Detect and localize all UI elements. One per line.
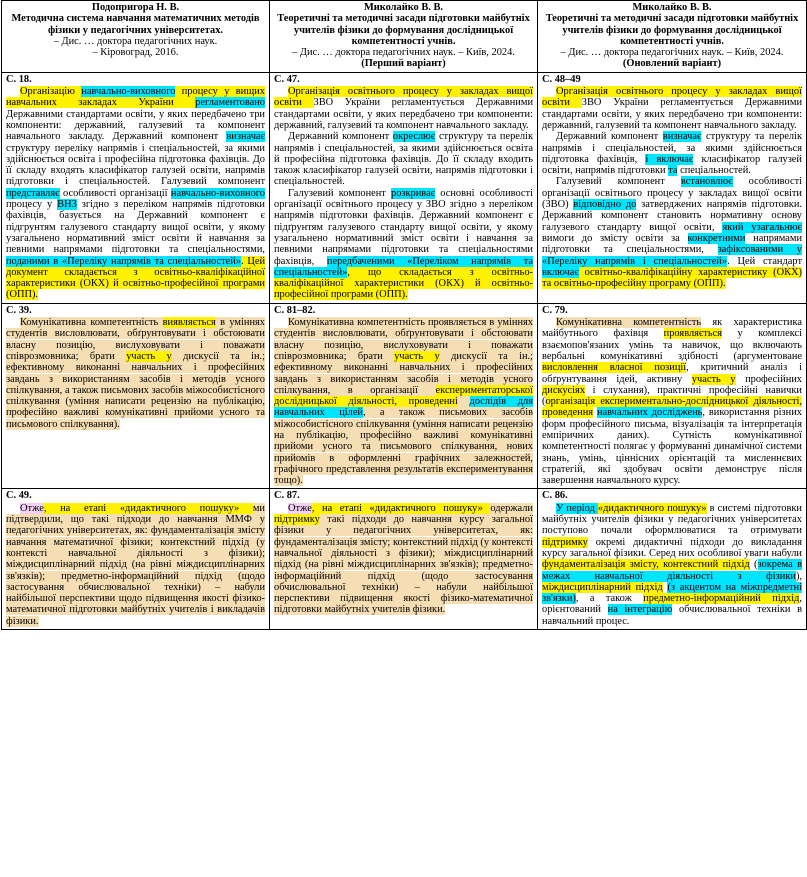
comparison-row <box>2 489 807 630</box>
highlighted-text: Комунікативна компетентність проявляється в уміннях студентів висловлювати, обґрунтовувати і обстоювати власну позицію, вислуховувати і поважати співрозмовника; брати <box>274 317 533 362</box>
highlighted-text: розкриває <box>391 187 436 199</box>
work-type: – Дис. … доктора педагогічних наук. – Київ, 2024. <box>560 47 784 59</box>
page-reference: С. 48–49 <box>542 73 581 85</box>
author-name: Миколайко В. В. <box>632 2 712 13</box>
highlighted-text: дискусії та ін.; ефективному виконанні навчальних і професійних завдань з використанням засобів і методів усного спілкування, а також письмових засобів міжособистісного спілкування (уміння написати рецензію на публікацію, професійно важливі комунікативні прийоми усного та письмового спілкування). <box>6 350 266 430</box>
text-segment: вимоги до змісту освіти за <box>542 232 688 244</box>
page-reference: С. 79. <box>542 304 568 316</box>
text-segment: і слухання), практичні професійні навички ( <box>542 384 802 408</box>
page-reference: С. 18. <box>6 73 32 85</box>
highlighted-text: , на етапі «дидактичного пошуку» <box>43 502 253 514</box>
highlighted-text: конкретними <box>687 232 746 244</box>
work-type: – Дис. … доктора педагогічних наук. <box>53 35 218 47</box>
text-segment: структуру та перелік напрямів і спеціальностей, за якими здійснюється освіта й професійна підготовка фахівців. До її складу входить також класифікатор галузей освіти, напрямів підготовки і спеціальностей. <box>274 131 533 188</box>
highlighted-text: відповідно до <box>573 199 637 211</box>
text-segment: структуру та перелік напрямів і спеціальностей, за якими здійснюється підготовка фахівців, <box>542 131 802 165</box>
text-segment: в системі підготовки майбутніх учителів фізики у педагогічних університетах поступово почали оформлюватися та отримувати <box>542 502 802 537</box>
highlighted-text: «дидактичного пошуку» <box>597 502 707 514</box>
highlighted-text: зокрема в межах навчальної діяльності з фізики <box>542 559 802 582</box>
highlighted-text: підтримку <box>274 514 320 526</box>
highlighted-text: дискусіях <box>542 384 586 396</box>
cell-paragraph <box>6 86 265 301</box>
author-name: Миколайко В. В. <box>363 2 443 13</box>
highlighted-text: У період <box>556 502 598 514</box>
table-cell-col1 <box>2 303 270 489</box>
highlighted-text: регламентовано <box>195 97 265 109</box>
highlighted-text: представляє <box>6 187 60 199</box>
table-cell-col3 <box>538 303 807 489</box>
text-segment: затверджених напрямів підготовки. Державний компонент становить нормативну основу галузевого стандарту вищої освіти, <box>542 199 802 233</box>
highlighted-text: визначає <box>662 131 702 143</box>
highlighted-text: окреслює <box>392 131 436 143</box>
highlighted-text: одержали <box>490 502 533 514</box>
text-segment: професійних <box>735 373 803 385</box>
table-cell-col3 <box>538 72 807 303</box>
highlighted-text: Організація освітнього процесу у закладах вищої освіти <box>274 86 533 109</box>
highlighted-text: і включає <box>645 153 694 165</box>
cell-paragraph <box>6 503 265 627</box>
cell-paragraph <box>542 131 802 176</box>
page-reference: С. 81–82. <box>274 304 316 316</box>
author-name: Подопригора Н. В. <box>91 2 180 13</box>
text-segment: особливості організації освітнього процесу у закладах вищої освіти (ЗВО) <box>542 176 802 211</box>
comparison-row <box>2 72 807 303</box>
variant-label: (Перший варіант) <box>361 58 446 70</box>
header-col3 <box>538 1 807 73</box>
text-segment: структуру переліку напрямів і спеціальностей, за якими здійснюється освіта і професійна підготовка фахівців. До її складу входять класифікатор галузей освіти, напрямів підготовки і спеціальностей. Галузевий компонент <box>6 142 265 188</box>
highlighted-text: Організацію <box>20 86 82 98</box>
highlighted-text: Комунікативна компетентність <box>556 317 702 329</box>
text-segment: обчислювальної техніки в навчальний процес. <box>542 604 803 627</box>
header-col2 <box>270 1 538 73</box>
table-cell-col2 <box>270 72 538 303</box>
cell-paragraph <box>274 131 533 187</box>
highlighted-text: підтримку <box>542 536 588 548</box>
highlighted-text: включає <box>542 266 579 278</box>
highlighted-text: Комунікативна компетентність <box>20 317 163 329</box>
highlighted-text: , а також письмових засобів міжособистісного спілкування (уміння написати рецензію на публікацію, професійно важливі комунікативні прийоми усного та письмового спілкування, нових прийомів в оформленні графічних залежностей, графічного представлення результатів експериментування тощо). <box>274 407 533 487</box>
text-segment: спеціальностей. <box>677 165 751 177</box>
work-type: – Дис. … доктора педагогічних наук. – Київ, 2024. <box>292 47 515 59</box>
work-title: Теоретичні та методичні засади підготовки майбутніх учителів фізики до формування дослідницької компетентності учнів. <box>545 13 799 47</box>
text-segment: , використання різних форм професійного письма, візуалізація та інтерпретація емпіричних даних). Сутність комунікативної компетентності полягає у формуванні динамічної системи знань, умінь, ціннісних орієнтацій та мисленнєвих стратегій, які здобувач освіти демонструє після завершення навчального курсу. <box>542 407 802 487</box>
text-segment: , а також <box>575 593 644 605</box>
work-place-year: – Кіровоград, 2016. <box>92 47 179 59</box>
work-title: Теоретичні та методичні засади підготовки майбутніх учителів фізики до формування дослідницької компетентності учнів. <box>277 13 530 47</box>
highlighted-text: Отже <box>288 502 312 514</box>
cell-paragraph <box>542 317 802 486</box>
header-row <box>2 1 807 73</box>
highlighted-text: навчальних досліджень <box>596 407 703 419</box>
highlighted-text: висловлення власної позиції <box>542 362 687 374</box>
highlighted-text: процесу у вищих навчальних закладах України <box>6 86 266 109</box>
highlighted-text: організація експериментально-дослідницької діяльності, проведення <box>542 396 802 419</box>
highlighted-text: проявляється <box>663 328 723 340</box>
table-cell-col2 <box>270 303 538 489</box>
highlighted-text: дослідів для навчальних цілей <box>274 396 533 419</box>
page-reference: С. 49. <box>6 490 32 502</box>
cell-paragraph <box>274 188 533 301</box>
highlighted-text: участь у <box>691 373 736 385</box>
highlighted-text: Отже <box>20 502 44 514</box>
table-cell-col1 <box>2 72 270 303</box>
text-segment: Державний компонент <box>288 131 393 143</box>
cell-paragraph <box>274 86 533 131</box>
text-segment: . Цей стандарт <box>727 255 802 267</box>
text-segment: процесу у <box>6 199 58 211</box>
page-reference: С. 47. <box>274 73 300 85</box>
text-segment: у комплексі взаємопов'язаних умінь та навичок, що включають вербальні комунікативні здібності (аргументоване <box>542 328 802 362</box>
text-segment: особливості організації <box>59 187 171 199</box>
cell-paragraph <box>274 503 533 616</box>
text-segment: , орієнтований <box>542 593 802 616</box>
cell-paragraph <box>542 503 802 627</box>
highlighted-text: участь у <box>394 350 440 362</box>
highlighted-text: міждисциплінарний підхід <box>542 581 663 593</box>
page-reference: С. 87. <box>274 490 300 502</box>
page-reference: С. 39. <box>6 304 32 316</box>
highlighted-text: , на етапі «дидактичного пошуку» <box>311 502 491 514</box>
highlighted-text: експериментаторської дослідницької діяльності, проведенні <box>274 384 533 408</box>
table-cell-col1 <box>2 489 270 630</box>
highlighted-text: (з акцентом на міжпредметні зв'язки) <box>542 581 802 605</box>
highlighted-text: виявляється <box>162 317 216 329</box>
highlighted-text: , що складається з освітньо-кваліфікаційної характеристики (ОКХ) й освітньо-професійної програми (ОПП). <box>274 266 533 301</box>
text-segment: ЗВО України регламентується Державними стандартами освіти, у яких передбачено три компоненти: державний, галузевий та компонент навчального закладу. <box>542 97 803 131</box>
highlighted-text: участь у <box>126 350 172 362</box>
highlighted-text: предметно-інформаційний підхід <box>643 593 800 605</box>
highlighted-text: ВНЗ <box>57 199 77 211</box>
highlighted-text: ми підтвердили, що такі підходи до навчання ММФ у педагогічних університетах, як: <box>6 502 265 537</box>
text-segment: окремі дидактичні підходи до викладання курсу загальної фізики. Серед них особливої уваги набули <box>542 536 802 559</box>
text-segment: Галузевий компонент <box>288 187 391 199</box>
text-segment: згідно з переліком напрямів підготовки фахівців, базується на Державний компонент є підгрунтям галузевого стандарту вищої освіти, у якому узагальнено нормативний зміст освіти й навчання за певними напрямами підготовки та спеціальностями, <box>6 199 265 256</box>
table-cell-col2 <box>270 489 538 630</box>
work-title: Методична система навчання математичних методів фізики у педагогічних університетах. <box>11 13 260 36</box>
highlighted-text: освітньо-кваліфікаційну характеристику (ОКХ) та освітньо-професійну програму (ОПП). <box>542 266 802 290</box>
text-segment: ( <box>749 559 758 571</box>
highlighted-text: визначає <box>226 131 265 143</box>
highlighted-text: такі підходи до навчання курсу загальної фізики у педагогічних університетах, як: фундаменталізація змісту; контекстний підхід (у контексті навчальної діяльності з фізики); міждисциплінарний підхід (на рівні міждисциплінарних зв'язків); предметно-інформаційний підхід (щодо застосування обчислювальної техніки) – набули найбільшої перспективи підвищення якості фізико-математичної підготовки майбутніх учителів фізики. <box>274 514 533 616</box>
cell-paragraph <box>542 176 802 289</box>
highlighted-text: Організація освітнього процесу у закладах вищої освіти <box>542 86 802 109</box>
highlighted-text: передбаченими «Переліком напрямів та спеціальностей» <box>274 255 533 278</box>
highlighted-text <box>458 396 470 407</box>
highlighted-text: поданими в «Переліку напрямів та спеціальностей» <box>6 255 242 267</box>
variant-label: (Оновлений варіант) <box>622 58 722 70</box>
highlighted-text: фундаменталізація змісту навчання математичної фізики; контекстний підхід (у контексті навчальної діяльності з фізики); міждисциплінарний підхід (на рівні міждисциплінарних зв'язків); предметно-інформаційний підхід (щодо застосування обчислювальної техніки) – набули найбільшої перспективи щодо підвищення якості фізико-математичної підготовки майбутніх учителів і викладачів фізики. <box>6 525 265 627</box>
cell-paragraph <box>6 317 265 430</box>
cell-paragraph <box>542 86 802 131</box>
comparison-row <box>2 303 807 489</box>
text-segment: ЗВО України регламентується Державними стандартами освіти, у яких передбачено три компоненти: державний, галузевий та компонент навчального закладу. <box>274 97 534 131</box>
comparison-table <box>1 0 807 630</box>
cell-paragraph <box>274 317 533 486</box>
text-segment: Галузевий компонент <box>556 176 681 188</box>
highlighted-text: зафіксованими у «Переліку напрямів і спеціальностей» <box>542 244 802 267</box>
highlighted-text: встановлює <box>680 176 733 188</box>
text-segment: основні особливості організації освітнього процесу у ЗВО згідно з переліком напрямів підготовки фахівців. Державний компонент є підґрунтям галузевого стандарту вищої освіти, у якому узагальнено нормативний зміст освіти і навчання за певними напрямами підготовки та спеціальностями фахівців, <box>274 187 533 267</box>
text-segment: ), <box>795 570 802 582</box>
highlighted-text: навчально-виховного <box>81 86 176 98</box>
text-segment: , критичний аналіз і обґрунтування ідей, активну <box>542 362 802 385</box>
highlighted-text: на інтеграцію <box>607 604 673 616</box>
table-cell-col3 <box>538 489 807 630</box>
highlighted-text: який узагальнює <box>722 221 802 233</box>
header-col1 <box>2 1 270 73</box>
highlighted-text: навчально-виховного <box>170 187 265 199</box>
text-segment: напрямами підготовки та спеціальностями, <box>542 232 803 256</box>
highlighted-text: та <box>668 165 678 177</box>
highlighted-text: в уміннях студентів висловлювати, обґрунтовувати і обстоювати власну позицію, вислуховувати і поважати співрозмовника; брати <box>6 317 265 362</box>
highlighted-text: фундаменталізація змісту, контекстний підхід <box>542 559 750 571</box>
highlighted-text: дискусії та ін.; ефективному виконанні навчальних і професійних завдань з використанням засобів і методів усного спілкування, в організації <box>274 350 534 396</box>
text-segment: Державними стандартами освіти, у яких передбачено три компоненти: державний, галузевий та компонент навчального закладу. Державний компонент <box>6 108 265 143</box>
text-segment: класифікатор галузей освіти, напрямів підготовки <box>542 153 802 177</box>
highlighted-text: . Цей документ складається з освітньо-кваліфікаційної характеристики (ОКХ) й освітньо-професійної програми (ОПП). <box>6 255 266 301</box>
text-segment: Державний компонент <box>556 131 663 143</box>
page-reference: С. 86. <box>542 490 568 502</box>
text-segment: як характеристика майбутнього фахівця <box>542 317 802 340</box>
